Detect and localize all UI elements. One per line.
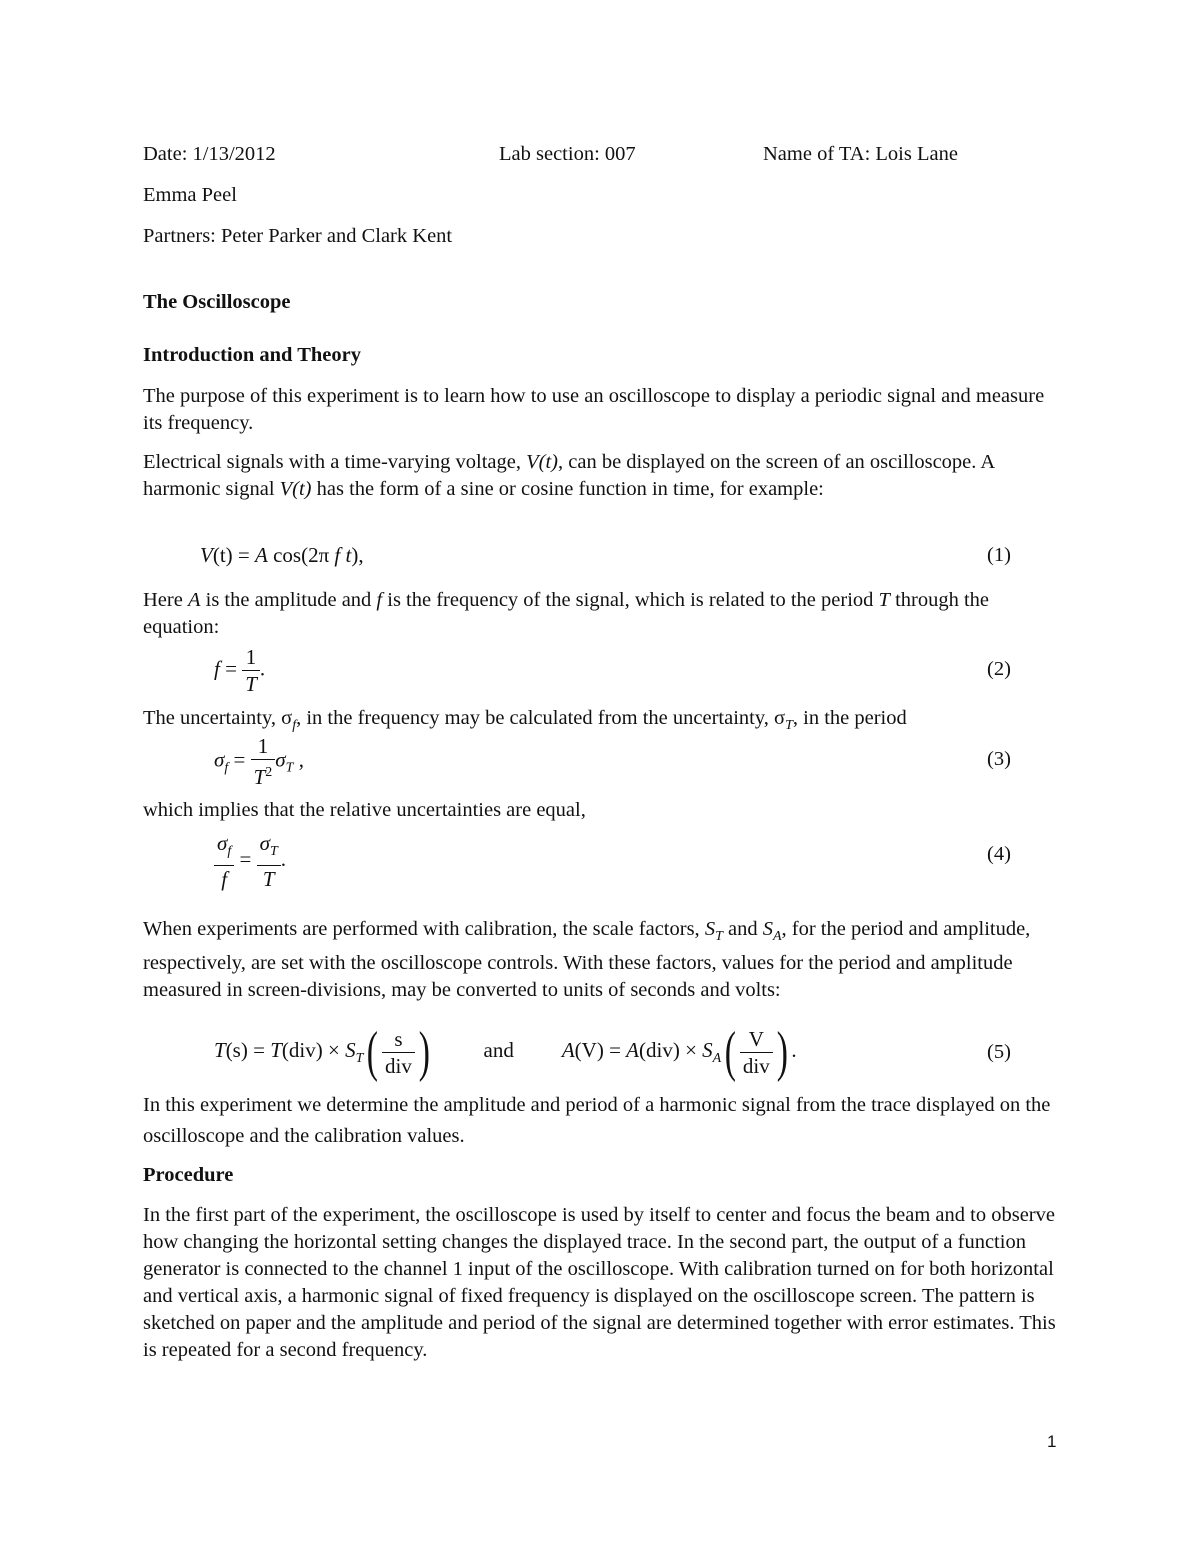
intro-paragraph-3: Here A is the amplitude and f is the frequency of the signal, which is related to the period T through the equation:	[143, 589, 990, 638]
equation-5: $T(s) = T(div) \times S_T$( $\frac{s}{\text{div}}$ ) and $A(V) = A(div) \times S_A$( $\frac{V}{\text{div}}$ ) .	[214, 1021, 797, 1083]
intro-paragraph-5: which implies that the relative uncertainties are equal,	[143, 799, 586, 821]
document-title: The Oscilloscope	[143, 291, 291, 313]
equation-4: $\frac{\sigma_f}{f}$ = $\frac{\sigma_T}{T}$ .	[214, 830, 286, 892]
intro-paragraph-7: In this experiment we determine the amplitude and period of a harmonic signal from the trace displayed on the oscilloscope and the calibration values.	[143, 1094, 1051, 1147]
equation-1: V(t) = A cos(2π f t),	[200, 543, 364, 567]
intro-paragraph-1: The purpose of this experiment is to learn how to use an oscilloscope to display a periodic signal and measure its frequency.	[143, 385, 1045, 434]
intro-heading: Introduction and Theory	[143, 344, 361, 366]
partners-text: Partners: Peter Parker and Clark Kent	[143, 225, 453, 247]
equation-2-number: (2)	[987, 658, 1011, 680]
equation-3: $\sigma_f$ = $\frac{1}{T^2}$ $\sigma_T$ ,	[214, 734, 304, 789]
intro-paragraph-4: The uncertainty, $\sigma_f$, in the frequency may be calculated from the uncertainty, $\sigma_T$, in the period	[143, 707, 907, 734]
author-name: Emma Peel	[143, 184, 237, 206]
page-number: 1	[1047, 1432, 1057, 1451]
equation-3-number: (3)	[987, 748, 1011, 770]
ta-name-text: Name of TA: Lois Lane	[763, 143, 958, 165]
equation-1-number: (1)	[987, 544, 1011, 566]
intro-paragraph-6: When experiments are performed with calibration, the scale factors, $S_T$ and $S_A$, for the period and amplitude, respectively, are set with the oscilloscope controls. With these factors, values for the period and amplitude measured in screen-divisions, may be converted to units of seconds and volts:	[143, 918, 1031, 1002]
equation-4-number: (4)	[987, 843, 1011, 865]
intro-paragraph-2: Electrical signals with a time-varying voltage, V(t), can be displayed on the screen of an oscilloscope. A harmonic signal V(t) has the form of a sine or cosine function in time, for example:	[143, 451, 995, 500]
date-text: Date: 1/13/2012	[143, 143, 276, 165]
procedure-paragraph: In the first part of the experiment, the oscilloscope is used by itself to center and focus the beam and to observe how changing the horizontal setting changes the displayed trace. In the second part, the output of a function generator is connected to the channel 1 input of the oscilloscope. With calibration turned on for both horizontal and vertical axis, a harmonic signal of fixed frequency is displayed on the oscilloscope screen. The pattern is sketched on paper and the amplitude and period of the signal are determined together with error estimates. This is repeated for a second frequency.	[143, 1204, 1056, 1361]
lab-section-text: Lab section: 007	[499, 143, 636, 165]
equation-5-number: (5)	[987, 1041, 1011, 1063]
procedure-heading: Procedure	[143, 1164, 234, 1186]
equation-2: f = $\frac{1}{T}$ .	[214, 645, 266, 696]
